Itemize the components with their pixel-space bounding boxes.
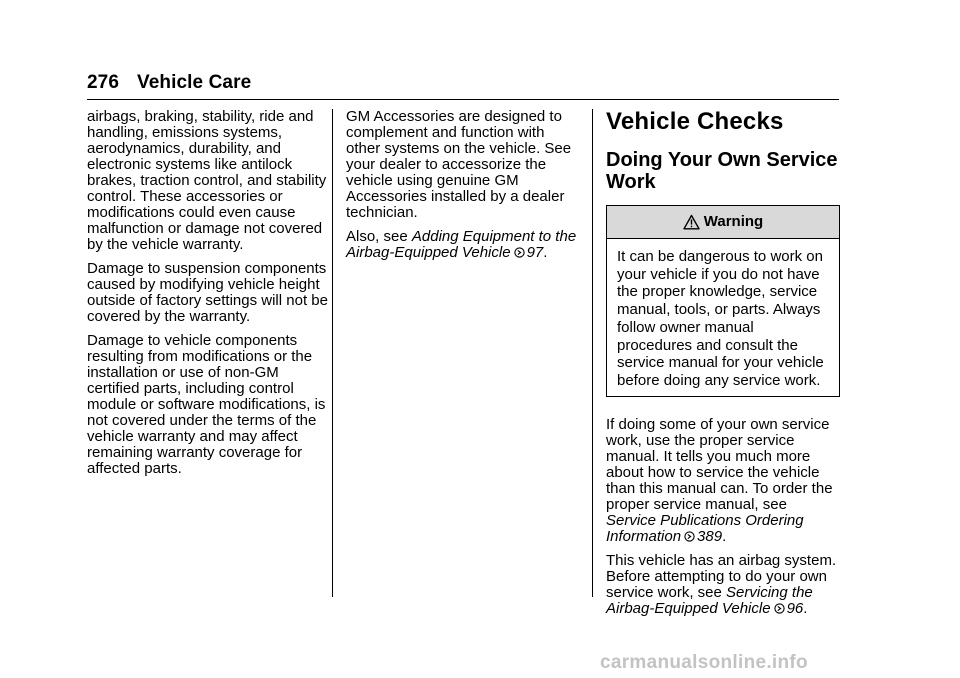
column-divider [592, 109, 593, 597]
page-reference-icon [684, 531, 695, 542]
reference-suffix: . [722, 527, 727, 545]
section-heading: Vehicle Checks [606, 108, 784, 135]
warning-title: Warning [703, 213, 764, 230]
paragraph: Damage to vehicle components resulting from modifications or the installation or use of non-GM certified parts, including control module or software modifications, is not covered under the terms of the vehicle warranty and may affect remaining warranty coverage for affected parts. [87, 332, 326, 477]
warning-box [606, 205, 840, 397]
column-left [87, 109, 332, 485]
warning-icon [683, 214, 700, 230]
column-right [606, 109, 840, 625]
reference-page: 96 [786, 599, 804, 617]
reference-link[interactable]: Adding Equipment to the Airbag-Equipped Vehicle [346, 228, 577, 261]
paragraph: Damage to suspension components caused by modifying vehicle height outside of factory settings will not be covered by the warranty. [87, 260, 328, 325]
reference-page: 97 [526, 244, 544, 261]
reference-suffix: . [803, 599, 808, 617]
paragraph: airbags, braking, stability, ride and handling, emissions systems, aerodynamics, durability, and electronic systems like antilock brakes, traction control, and stability control. These accessories or modifications could even cause malfunction or damage not covered by the vehicle warranty. [87, 108, 327, 253]
warning-header [607, 206, 839, 239]
subsection-heading: Doing Your Own Service Work [606, 149, 838, 193]
paragraph-text: If doing some of your own service work, use the proper service manual. It tells you much more about how to service the vehicle than this manual can. To order the proper service manual, see [606, 415, 833, 513]
reference-prefix: Also, see [346, 228, 412, 245]
header-rule [87, 99, 839, 100]
paragraph-reference [606, 553, 840, 617]
reference-suffix: . [543, 244, 548, 261]
reference-link[interactable]: Service Publications Ordering Information [606, 511, 804, 545]
page-number: 276 [87, 72, 120, 93]
page-header [87, 72, 251, 94]
page-reference-icon [514, 247, 525, 258]
reference-link[interactable]: Servicing the Airbag-Equipped Vehicle [606, 583, 813, 617]
paragraph-reference [346, 229, 582, 261]
paragraph: GM Accessories are designed to complement and function with other systems on the vehicle. See your dealer to accessorize the vehicle using genuine GM Accessories installed by a dealer technician. [346, 108, 572, 221]
reference-page: 389 [697, 527, 723, 545]
column-divider [332, 109, 333, 597]
paragraph-reference [606, 417, 840, 545]
page-reference-icon [774, 603, 785, 614]
watermark: carmanualsonline.info [600, 652, 808, 673]
paragraph-text: This vehicle has an airbag system. Before attempting to do your own service work, see [606, 551, 837, 601]
section-title: Vehicle Care [137, 72, 252, 93]
warning-text: It can be dangerous to work on your vehicle if you do not have the proper knowledge, service manual, tools, or parts. Always follow owner manual procedures and consult the service manual for your vehicle before doing any service work. [617, 248, 824, 389]
column-middle [346, 109, 582, 269]
